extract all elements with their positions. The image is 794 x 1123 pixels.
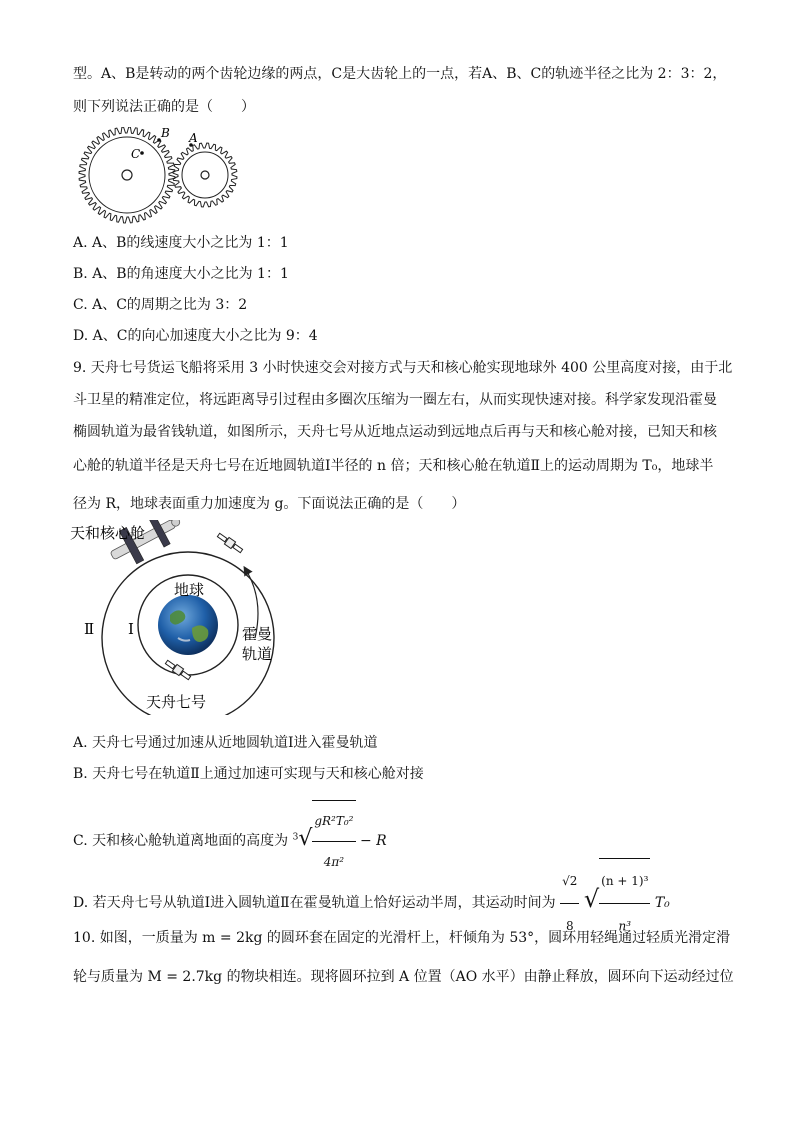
label-a: A (189, 131, 198, 145)
q8-option-d: D. A、C的向心加速度大小之比为 9：4 (73, 328, 318, 344)
q9-option-c-formula: $^3$√ $\frac{\text{gR²T₀²}}{\text{4π²}}$ (293, 800, 356, 882)
d-radicand: $\frac{\text{(n + 1)³}}{\text{n³}}$ (599, 858, 650, 948)
q9-stem-line3: 椭圆轨道为最省钱轨道，如图所示，天舟七号从近地点运动到远地点后再与天和核心舱对接，已知天和核 (73, 424, 717, 440)
d-tail: T₀ (654, 895, 670, 911)
q9-stem-line4: 心舱的轨道半径是天舟七号在近地圆轨道Ⅰ半径的 n 倍；天和核心舱在轨道Ⅱ上的运动周期为 T₀，地球半 (73, 458, 714, 474)
c-tail: − R (359, 833, 387, 849)
tianzhou-ship-icon (164, 659, 192, 682)
q9-option-a: A. 天舟七号通过加速从近地圆轨道Ⅰ进入霍曼轨道 (73, 735, 378, 751)
label-orbit-i: Ⅰ (128, 620, 134, 638)
c-numerator: gR²T₀² (312, 801, 355, 842)
label-station: 天和核心舱 (70, 524, 146, 542)
q8-option-c: C. A、C的周期之比为 3：2 (73, 297, 248, 313)
smallgear-rim (182, 152, 228, 198)
q8-option-a: A. A、B的线速度大小之比为 1：1 (73, 235, 289, 251)
large-gear (79, 127, 175, 223)
q8-stem-line1: 型。A、B是转动的两个齿轮边缘的两点，C是大齿轮上的一点，若A、B、C的轨迹半径之比为 2：3：2， (73, 66, 727, 82)
small-gear-axle (201, 171, 209, 179)
label-hohmann-1: 霍曼 (242, 625, 273, 643)
earth-icon (158, 595, 218, 655)
q8-stem-line2: 则下列说法正确的是（ ） (73, 99, 255, 115)
biggear-rim (89, 137, 165, 213)
label-c: C (131, 147, 141, 161)
c-root-index: 3 (292, 832, 299, 843)
q9-stem-line1: 9. 天舟七号货运飞船将采用 3 小时快速交会对接方式与天和核心舱实现地球外 400 公里高度对接，由于北 (73, 360, 733, 376)
smallgear-teeth (173, 143, 237, 207)
q9-option-c-text: C. 天和核心舱轨道离地面的高度为 (73, 833, 289, 849)
q9-option-d-text: D. 若天舟七号从轨道Ⅰ进入圆轨道Ⅱ在霍曼轨道上恰好运动半周，其运动时间为 (73, 895, 556, 911)
label-hohmann-2: 轨道 (242, 645, 273, 663)
large-gear-axle (122, 170, 132, 180)
label-b: B (161, 127, 170, 140)
point-c (140, 151, 144, 155)
q10-line1: 10. 如图，一质量为 m = 2kg 的圆环套在固定的光滑杆上，杆倾角为 53°，圆环用轻绳通过轻质光滑定滑 (73, 930, 731, 946)
label-earth: 地球 (174, 581, 205, 599)
q9-stem-line2: 斗卫星的精准定位，将远距离导引过程由多圈次压缩为一圈左右，从而实现快速对接。科学家发现沿霍曼 (73, 392, 717, 408)
gear-figure (73, 127, 243, 227)
orbit-figure (70, 520, 300, 715)
small-gear (173, 143, 237, 207)
q10-line2: 轮与质量为 M = 2.7kg 的物块相连。现将圆环拉到 A 位置（AO 水平）由静止释放，圆环向下运动经过位 (73, 969, 734, 985)
q9-stem-line5: 径为 R，地球表面重力加速度为 g。下面说法正确的是（ ） (73, 496, 466, 512)
q9-option-b: B. 天舟七号在轨道Ⅱ上通过加速可实现与天和核心舱对接 (73, 766, 424, 782)
biggear-teeth (79, 127, 175, 223)
c-denominator: 4π² (323, 855, 345, 869)
d-coefficient: $\frac{√2}{8}$ (560, 859, 579, 948)
label-orbit-ii: Ⅱ (84, 620, 95, 638)
q9-option-d: D. 若天舟七号从轨道Ⅰ进入圆轨道Ⅱ在霍曼轨道上恰好运动半周，其运动时间为 $\frac{√2}{8}$ √ $\frac{\text{(n + 1)³}}{\text{n³}}$ T₀ (73, 858, 670, 948)
label-ship: 天舟七号 (146, 693, 207, 711)
tianzhou-docking-icon (216, 532, 244, 555)
q8-option-b: B. A、B的角速度大小之比为 1：1 (73, 266, 289, 282)
